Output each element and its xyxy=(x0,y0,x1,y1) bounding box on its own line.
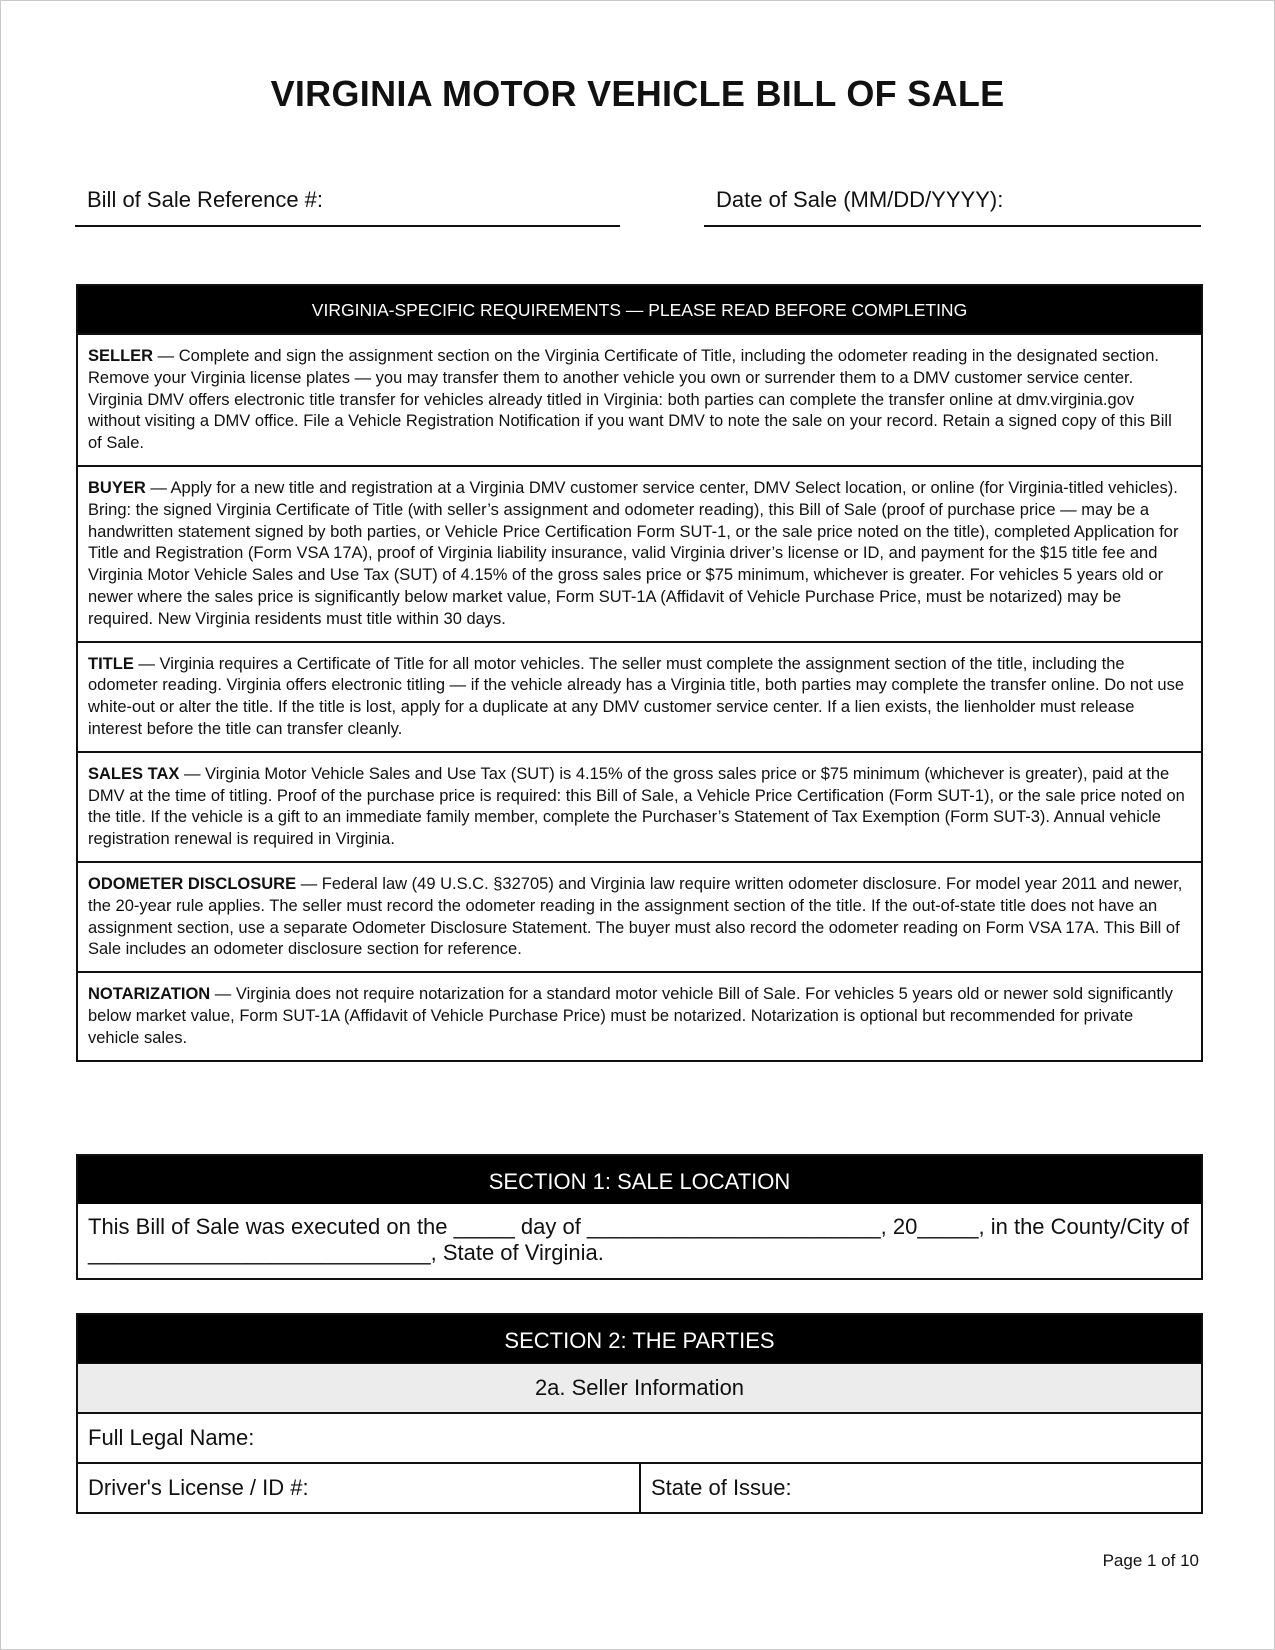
requirement-label: SALES TAX xyxy=(88,764,180,783)
requirements-table xyxy=(76,284,1203,1062)
document-title: VIRGINIA MOTOR VEHICLE BILL OF SALE xyxy=(270,73,1005,114)
seller-state-label: State of Issue: xyxy=(651,1475,792,1500)
requirement-text: — Complete and sign the assignment section on the Virginia Certificate of Title, including the odometer reading in the designated section. Remove your Virginia license plates — you may transfer them to another vehicle you own or surrender them to a DMV customer service center. Virginia DMV offers electronic title transfer for vehicles already titled in Virginia: both parties can complete the transfer online at dmv.virginia.gov without visiting a DMV office. File a Vehicle Registration Notification if you want DMV to note the sale on your record. Retain a signed copy of this Bill of Sale. xyxy=(88,347,1172,453)
requirement-row-seller xyxy=(78,333,1201,465)
requirement-row-sales-tax xyxy=(78,751,1201,861)
sale-location-statement[interactable]: This Bill of Sale was executed on the _____ day of ________________________, 20_____, in the County/City of ____________________________, State of Virginia. xyxy=(88,1214,1189,1265)
requirement-text: — Apply for a new title and registration at a Virginia DMV customer service center, DMV Select location, or online (for Virginia-titled vehicles). Bring: the signed Virginia Certificate of Title (with seller’s assignment and odometer reading), this Bill of Sale (proof of purchase price — may be a handwritten statement signed by both parties, or Vehicle Price Certification Form SUT-1, or the sale price noted on the title), completed Application for Title and Registration (Form VSA 17A), proof of Virginia liability insurance, valid Virginia driver’s license or ID, and payment for the $15 title fee and Virginia Motor Vehicle Sales and Use Tax (SUT) of 4.15% of the gross sales price or $75 minimum, whichever is greater. For vehicles 5 years old or newer where the sales price is significantly below market value, Form SUT-1A (Affidavit of Vehicle Purchase Price, must be notarized) may be required. New Virginia residents must title within 30 days. xyxy=(88,478,1179,628)
date-of-sale-label: Date of Sale (MM/DD/YYYY): xyxy=(716,187,1004,212)
seller-information-subheader: 2a. Seller Information xyxy=(78,1363,1201,1412)
section-1-header: SECTION 1: SALE LOCATION xyxy=(78,1156,1201,1204)
requirement-label: ODOMETER DISCLOSURE xyxy=(88,874,297,893)
date-of-sale-field[interactable] xyxy=(704,187,1201,227)
requirement-text: — Virginia requires a Certificate of Title for all motor vehicles. The seller must complete the assignment section of the title, including the odometer reading. Virginia offers electronic titling — if the vehicle already has a Virginia title, both parties may complete the transfer online. Do not use white-out or alter the title. If the title is lost, apply for a duplicate at any DMV customer service center. If a lien exists, the lienholder must release interest before the title can transfer cleanly. xyxy=(88,654,1185,738)
requirements-header: VIRGINIA-SPECIFIC REQUIREMENTS — PLEASE READ BEFORE COMPLETING xyxy=(78,286,1201,333)
section-2-header: SECTION 2: THE PARTIES xyxy=(78,1315,1201,1363)
requirement-text: — Virginia does not require notarization for a standard motor vehicle Bill of Sale. For vehicles 5 years old or newer sold significantly below market value, Form SUT-1A (Affidavit of Vehicle Purchase Price) must be notarized. Notarization is optional but recommended for private vehicle sales. xyxy=(88,985,1173,1047)
seller-full-name-label: Full Legal Name: xyxy=(88,1425,255,1450)
requirement-row-buyer xyxy=(78,465,1201,641)
section-sale-location xyxy=(76,1154,1203,1280)
requirement-row-odometer xyxy=(78,861,1201,971)
section-the-parties xyxy=(76,1313,1203,1514)
seller-state-field[interactable] xyxy=(641,1464,1201,1512)
seller-license-label: Driver's License / ID #: xyxy=(88,1475,309,1500)
requirement-row-title xyxy=(78,641,1201,751)
requirement-text: — Federal law (49 U.S.C. §32705) and Virginia law require written odometer disclosure. For model year 2011 and newer, the 20-year rule applies. The seller must record the odometer reading in the assignment section of the title. If the out-of-state title does not have an assignment section, use a separate Odometer Disclosure Statement. The buyer must also record the odometer reading on Form VSA 17A. This Bill of Sale includes an odometer disclosure section for reference. xyxy=(88,874,1183,959)
requirement-label: NOTARIZATION xyxy=(88,985,211,1004)
seller-full-name-row[interactable] xyxy=(78,1412,1201,1462)
reference-number-field[interactable] xyxy=(75,187,620,227)
seller-license-row xyxy=(78,1462,1201,1512)
requirement-text: — Virginia Motor Vehicle Sales and Use Tax (SUT) is 4.15% of the gross sales price or $75 minimum (whichever is greater), paid at the DMV at the time of titling. Proof of the purchase price is required: this Bill of Sale, a Vehicle Price Certification (Form SUT-1), or the sale price noted on the title. If the vehicle is a gift to an immediate family member, complete the Purchaser’s Statement of Tax Exemption (Form SUT-3). Annual vehicle registration renewal is required in Virginia. xyxy=(88,764,1185,849)
page-number: Page 1 of 10 xyxy=(1102,1551,1199,1570)
requirement-label: TITLE xyxy=(88,654,134,673)
reference-number-label: Bill of Sale Reference #: xyxy=(87,187,324,212)
requirement-label: SELLER xyxy=(88,347,154,365)
requirement-row-notarization xyxy=(78,971,1201,1059)
requirement-label: BUYER xyxy=(88,478,146,497)
seller-license-field[interactable] xyxy=(78,1464,641,1512)
